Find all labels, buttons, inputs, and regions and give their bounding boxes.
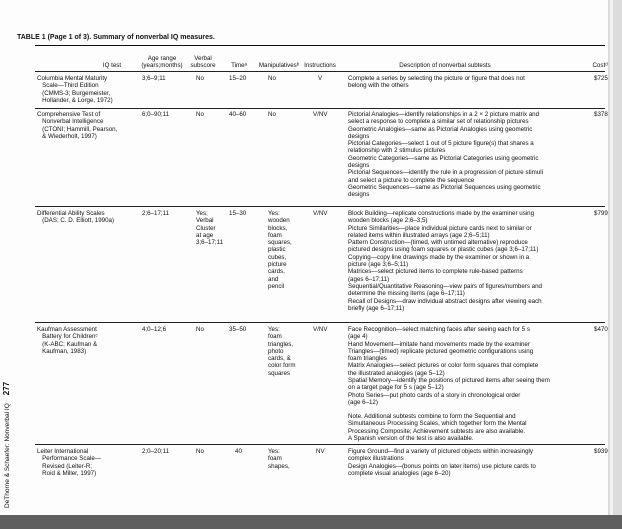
row-cmms-age: 3;6–9;11 <box>142 75 166 82</box>
row-cmms-test: Columbia Mental Maturity Scale—Third Edition (CMMS-3; Burgemeister, Hollander, & Lorge, 1972) <box>37 75 113 104</box>
row-leiter-test: Leiter International Performance Scale— Revised (Leiter-R; Roid & Miller, 1997) <box>37 448 101 477</box>
row-ctoni-verbal: No <box>196 111 204 118</box>
header-cost: Costᵈ <box>592 62 608 69</box>
row-leiter-manipulatives: Yes: foam shapes, <box>268 448 290 470</box>
header-instructions: Instructions <box>304 62 336 69</box>
row-das-manipulatives: Yes: wooden blocks, foam squares, plastic cubes, picture cards, and pencil <box>268 210 292 290</box>
header-verbal-line1: Verbal <box>194 55 212 62</box>
row-kabc-cost: $470 <box>594 326 608 333</box>
row-cmms-time: 15–20 <box>229 75 247 82</box>
header-age-range <box>137 55 187 70</box>
header-verbal-line2: subscore <box>190 62 216 70</box>
row-das-verbal: Yes; Verbal Cluster at age 3;6–17;11 <box>196 210 224 247</box>
row-kabc-age: 4;0–12;6 <box>142 326 167 333</box>
row-leiter-cost: $939 <box>594 448 608 455</box>
header-age-range-line2: (years;months) <box>141 62 183 70</box>
header-age-range-line1: Age range <box>147 55 177 62</box>
row-kabc-manipulatives: Yes: foam triangles, photo cards, & color form squares <box>268 326 296 377</box>
row-divider <box>35 108 605 109</box>
row-divider <box>35 206 605 207</box>
row-ctoni-age: 6;0–90;11 <box>142 111 170 118</box>
row-divider <box>35 322 605 323</box>
row-kabc-test: Kaufman Assessment Battery for Childrenᶜ (K-ABC; Kaufman & Kaufman, 1983) <box>37 326 98 355</box>
row-das-time: 15–30 <box>229 210 247 217</box>
row-kabc-time: 35–50 <box>229 326 247 333</box>
row-ctoni-instructions: V/NV <box>313 111 328 118</box>
row-ctoni-cost: $378 <box>594 111 608 118</box>
header-verbal-subscore <box>188 55 218 70</box>
row-das-instructions: V/NV <box>313 210 328 217</box>
row-ctoni-test: Comprehensive Test of Nonverbal Intelligence (CTONI; Hammill, Pearson, & Wiederholt, 1997) <box>37 111 118 140</box>
row-kabc-note: Note. Additional subtests combine to form the Sequential and Simultaneous Processing Scales, which together form the Mental Processing Composite; Achievement subtests are also available. A Spanish version of the test is also available. <box>348 413 527 442</box>
row-leiter-description: Figure Ground—find a variety of pictured objects within increasingly complex illustrations Design Analogies—(bonus points on later items) use picture cards to complete visual analogies (age 6–20) <box>348 448 536 477</box>
row-leiter-time: 40 <box>235 448 242 455</box>
page-number: 277 <box>2 381 11 396</box>
row-kabc-instructions: V/NV <box>313 326 328 333</box>
row-leiter-instructions: NV <box>316 448 325 455</box>
row-cmms-instructions: V <box>318 75 323 82</box>
row-leiter-verbal: No <box>196 448 204 455</box>
row-das-age: 2;6–17;11 <box>142 210 170 217</box>
row-ctoni-time: 40–60 <box>229 111 247 118</box>
header-manipulatives: Manipulativesᵇ <box>258 62 300 69</box>
row-kabc-verbal: No <box>196 326 204 333</box>
header-description: Description of nonverbal subtests <box>399 62 491 69</box>
scroll-gutter-right <box>608 0 622 515</box>
row-cmms-verbal: No <box>196 75 204 82</box>
row-das-description: Block Building—replicate constructions made by the examiner using wooden blocks (age 2;6–3;5) Picture Similarities—place individual picture cards next to similar or related items within illustrated arrays (age 2;6–5;11) Pattern Construction—(timed, with untimed alternative) reproduce pictured designs using foam squares or plastic cubes (age 3;6–17;11) Copying—copy line drawings made by the examiner or shown in a picture (age 3;6–5;11) Matrices—select pictured items to complete rule-based patterns (ages 6–17;11) Sequential/Quantitative Reasoning—view pairs of figures/numbers and determine the missing items (age 6–17;11) Recall of Designs—draw individual abstract designs after viewing each briefly (age 6–17;11) <box>348 210 542 312</box>
running-head <box>2 381 16 508</box>
row-cmms-description: Complete a series by selecting the picture or figure that does not belong with the others <box>348 75 525 90</box>
row-das-cost: $799 <box>594 210 608 217</box>
table-top-rule <box>35 45 605 46</box>
row-ctoni-description: Pictorial Analogies—identify relationships in a 2 × 2 picture matrix and select a response to complete a similar set of relationship pictures Geometric Analogies—same as Pictorial Analogies using geometric designs Pictorial Categories—select 1 out of 5 picture figure(s) that shares a relationship with 2 stimulus pictures Geometric Categories—same as Pictorial Categories using geometric designs Pictorial Sequences—identify the rule in a progression of picture stimuli and select a picture to complete the sequence Geometric Sequences—same as Pictorial Sequences using geometric designs <box>348 111 544 199</box>
running-head-text: DeThorne & Schaefer: Nonverbal IQ <box>4 403 11 508</box>
table-title: TABLE 1 (Page 1 of 3). Summary of nonverbal IQ measures. <box>17 34 215 41</box>
row-cmms-manipulatives: No <box>268 75 276 82</box>
row-leiter-age: 2;0–20;11 <box>142 448 170 455</box>
row-divider <box>35 444 605 445</box>
row-ctoni-manipulatives: No <box>268 111 276 118</box>
header-bottom-rule <box>35 71 605 72</box>
viewer-bottom-bar <box>0 515 622 529</box>
row-das-test: Differential Ability Scales (DAS; C. D. Elliott, 1990a) <box>37 210 115 225</box>
header-iq-test: IQ test <box>102 62 122 69</box>
row-kabc-description: Face Recognition—select matching faces after seeing each for 5 s (age 4) Hand Movement—imitate hand movements made by the examiner Triangles—(timed) replicate pictured geometric configurations using foam triangles Matrix Analogies—select pictures or color form squares that complete the illustrated analogies (age 5–12) Spatial Memory—identify the positions of pictured items after seeing them on a target page for 5 s (age 5–12) Photo Series—put photo cards of a story in chronological order (age 6–12) <box>348 326 550 406</box>
row-cmms-cost: $725 <box>594 75 608 82</box>
header-time: Timeᵃ <box>231 62 247 69</box>
